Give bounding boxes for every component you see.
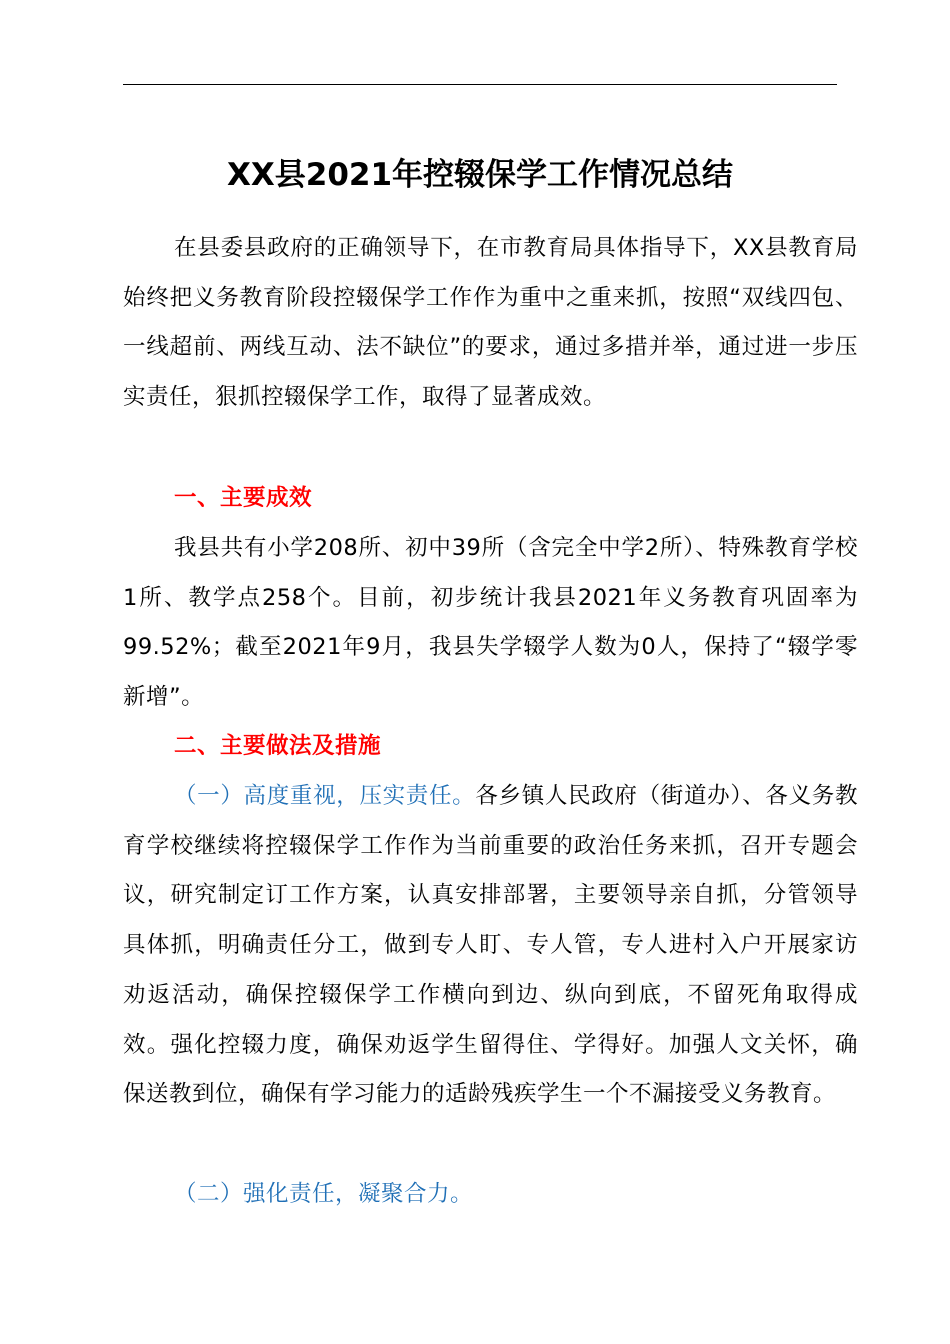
main-results-paragraph: 我县共有小学208所、初中39所（含完全中学2所）、特殊教育学校1所、教学点258个。目前，初步统计我县2021年义务教育巩固率为99.52%；截至2021年9月，我县失学辍学人数为0人，保持了“辍学零新增”。 (123, 535, 858, 711)
section-heading-main-results: 一、主要成效 (174, 485, 313, 511)
subheading-1: （一）高度重视，压实责任。 (174, 783, 476, 809)
intro-paragraph: 在县委县政府的正确领导下，在市教育局具体指导下，XX县教育局始终把义务教育阶段控辍保学工作作为重中之重来抓，按照“双线四包、一线超前、两线互动、法不缺位”的要求，通过多措并举，通过进一步压实责任，狠抓控辍保学工作，取得了显著成效。 (123, 235, 858, 411)
subheading-2: （二）强化责任，凝聚合力。 (174, 1181, 474, 1207)
measures-paragraph-1 (123, 772, 858, 1120)
subheading-1-body: 各乡镇人民政府（街道办）、各义务教育学校继续将控辍保学工作作为当前重要的政治任务来抓，召开专题会议，研究制定订工作方案，认真安排部署，主要领导亲自抓，分管领导具体抓，明确责任分工，做到专人盯、专人管，专人进村入户开展家访劝返活动，确保控辍保学工作横向到边、纵向到底，不留死角取得成效。强化控辍力度，确保劝返学生留得住、学得好。加强人文关怀，确保送教到位，确保有学习能力的适龄残疾学生一个不漏接受义务教育。 (123, 783, 858, 1108)
section-heading-measures: 二、主要做法及措施 (174, 733, 382, 759)
measures-paragraph-2 (123, 1170, 858, 1220)
header-rule (123, 84, 837, 85)
document-title: XX县2021年控辍保学工作情况总结 (226, 157, 734, 193)
